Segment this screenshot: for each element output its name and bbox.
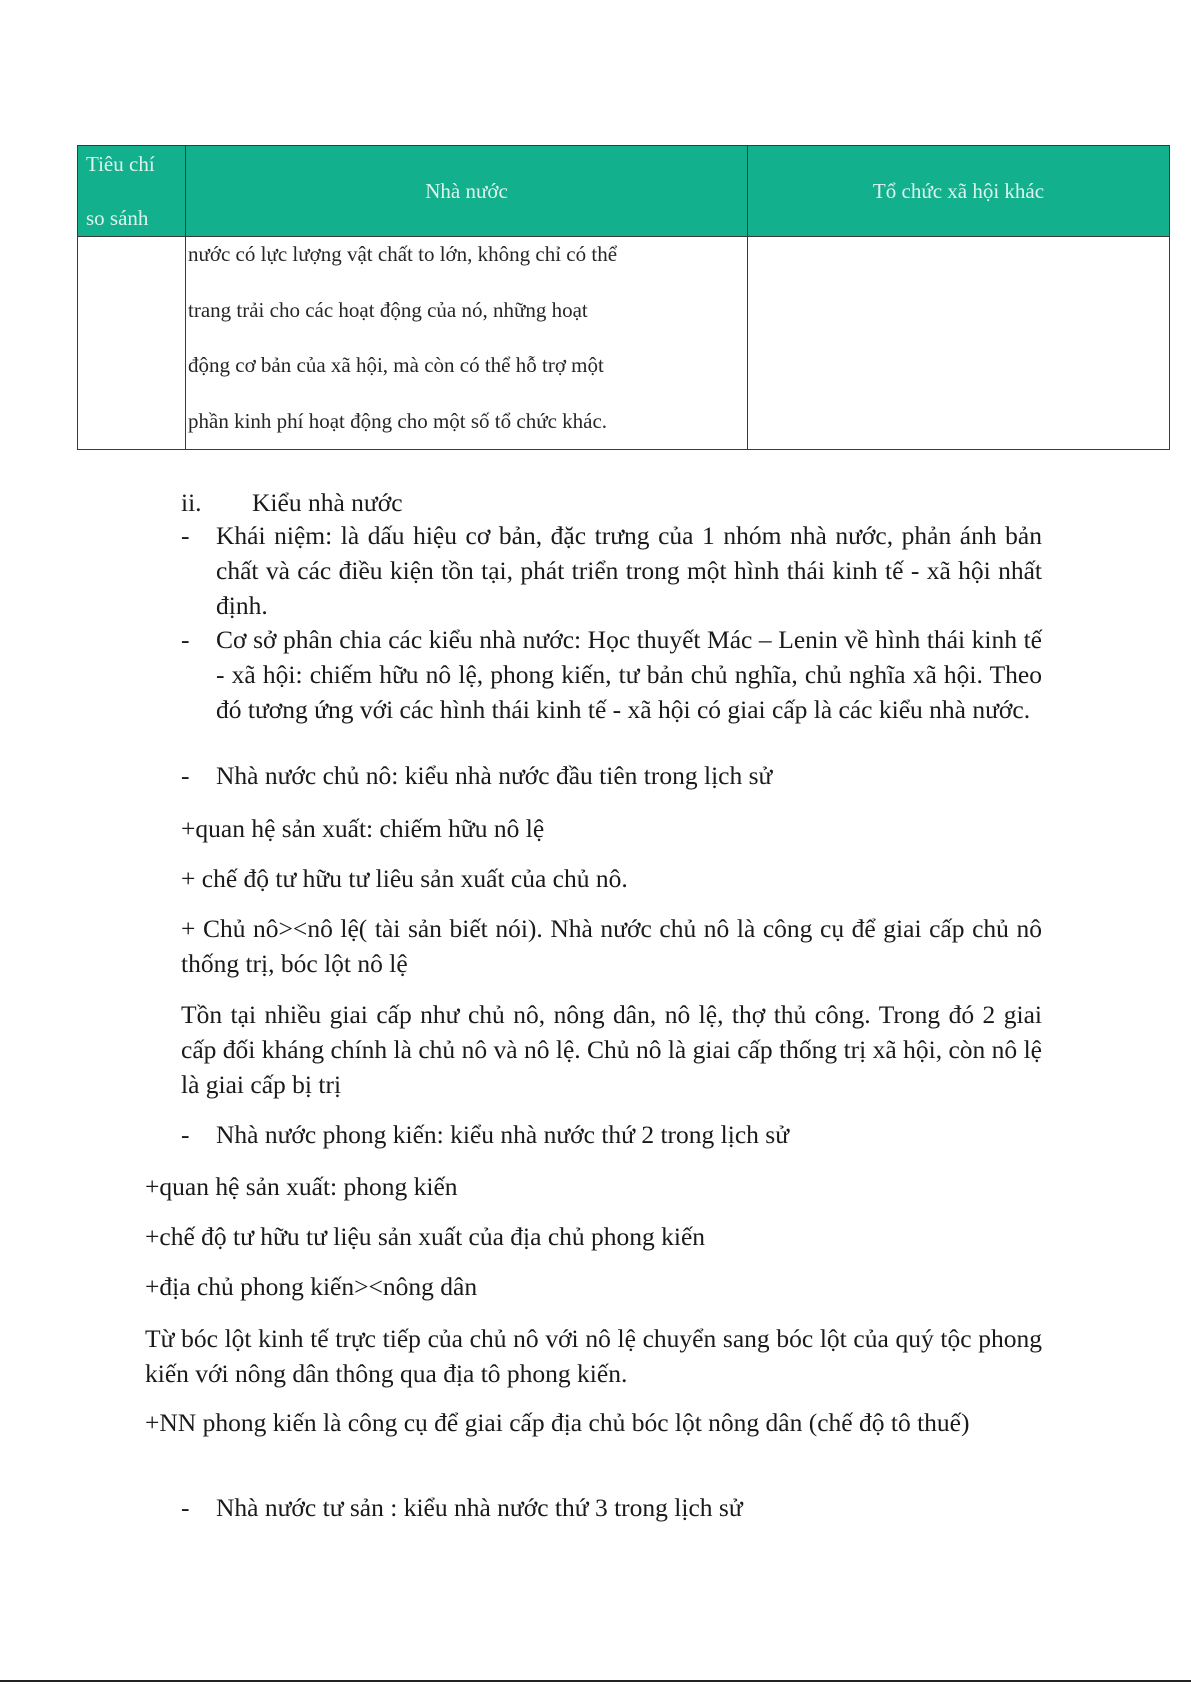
header-criteria: Tiêu chí so sánh — [78, 146, 186, 237]
slave-private-ownership: + chế độ tư hữu tư liêu sản xuất của chủ nô. — [181, 864, 628, 893]
feudal-private-ownership: +chế độ tư hữu tư liệu sản xuất của địa chủ phong kiến — [145, 1222, 706, 1251]
feudal-class-relation: +địa chủ phong kiến><nông dân — [145, 1272, 478, 1301]
header-state: Nhà nước — [186, 146, 748, 237]
page-bottom-rule — [0, 1680, 1191, 1682]
cell-criteria — [78, 237, 186, 450]
section-title: Kiểu nhà nước — [252, 488, 403, 517]
cell-other — [748, 237, 1170, 450]
feudal-state-tool-paragraph: +NN phong kiến là công cụ để giai cấp địa chủ bóc lột nông dân (chế độ tô thuế) — [145, 1408, 970, 1437]
slave-production-relation: +quan hệ sản xuất: chiếm hữu nô lệ — [181, 814, 545, 843]
slave-class-relation: + Chủ nô><nô lệ( tài sản biết nói). Nhà nước chủ nô là công cụ để giai cấp chủ nô thống trị, bóc lột nô lệ — [181, 914, 1042, 978]
comparison-table — [77, 145, 1170, 450]
cell-line: phần kinh phí hoạt động cho một số tổ chức khác. — [188, 408, 608, 433]
cell-line: trang trải cho các hoạt động của nó, những hoạt — [188, 297, 588, 322]
feudal-exploitation-paragraph: Từ bóc lột kinh tế trực tiếp của chủ nô với nô lệ chuyển sang bóc lột của quý tộc phong kiến với nông dân thông qua địa tô phong kiến. — [145, 1324, 1042, 1388]
table-row — [78, 237, 1170, 450]
cell-state — [186, 237, 748, 450]
bullet-feudal-state: Nhà nước phong kiến: kiểu nhà nước thứ 2 trong lịch sử — [216, 1120, 790, 1149]
header-other-organizations: Tổ chức xã hội khác — [748, 146, 1170, 237]
bullet-slave-state: Nhà nước chủ nô: kiểu nhà nước đầu tiên trong lịch sử — [216, 761, 773, 790]
bullet-dash: - — [181, 625, 190, 654]
slave-classes-paragraph: Tồn tại nhiều giai cấp như chủ nô, nông dân, nô lệ, thợ thủ công. Trong đó 2 giai cấp đối kháng chính là chủ nô và nô lệ. Chủ nô là giai cấp thống trị xã hội, còn nô lệ là giai cấp bị trị — [181, 1000, 1042, 1099]
bullet-bourgeois-state: Nhà nước tư sản : kiểu nhà nước thứ 3 trong lịch sử — [216, 1493, 743, 1522]
bullet-concept: Khái niệm: là dấu hiệu cơ bản, đặc trưng của 1 nhóm nhà nước, phản ánh bản chất và các điều kiện tồn tại, phát triển trong một hình thái kinh tế - xã hội nhất định. — [216, 521, 1042, 620]
bullet-dash: - — [181, 521, 190, 550]
cell-line: nước có lực lượng vật chất to lớn, không chỉ có thể — [188, 242, 618, 266]
cell-line: động cơ bản của xã hội, mà còn có thể hỗ trợ một — [188, 353, 604, 377]
bullet-dash: - — [181, 761, 190, 790]
table-header-row — [78, 146, 1170, 237]
feudal-production-relation: +quan hệ sản xuất: phong kiến — [145, 1172, 458, 1201]
section-number: ii. — [181, 488, 202, 517]
bullet-dash: - — [181, 1493, 190, 1522]
bullet-basis: Cơ sở phân chia các kiểu nhà nước: Học thuyết Mác – Lenin về hình thái kinh tế - xã hội: chiếm hữu nô lệ, phong kiến, tư bản chủ nghĩa, chủ nghĩa xã hội. Theo đó tương ứng với các hình thái kinh tế - xã hội có giai cấp là các kiểu nhà nước. — [216, 625, 1042, 724]
bullet-dash: - — [181, 1120, 190, 1149]
